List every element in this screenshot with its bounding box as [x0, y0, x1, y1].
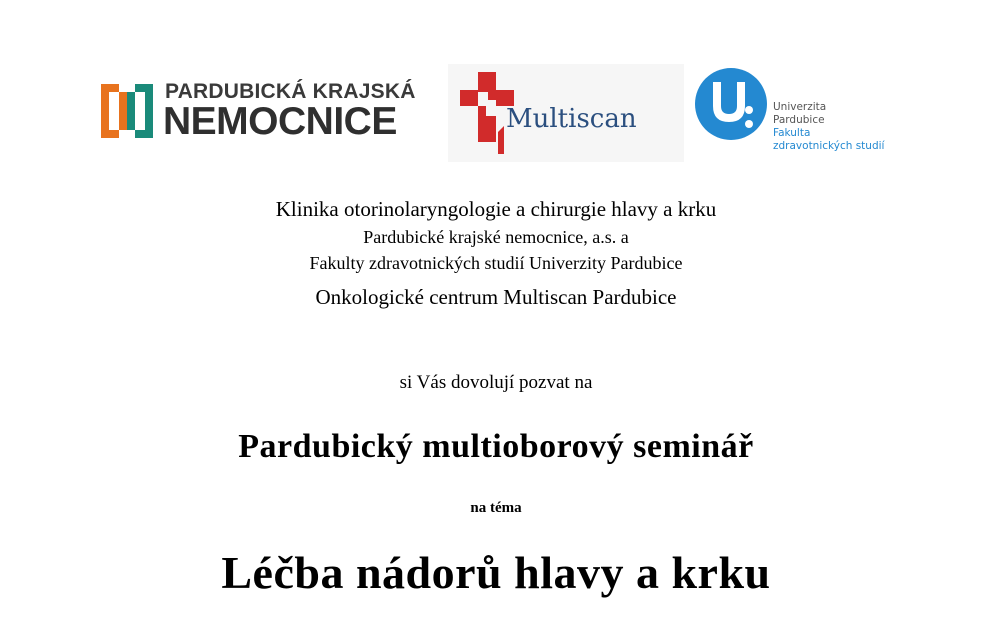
- upce-logo: [693, 66, 913, 162]
- pkn-logo-line1: PARDUBICKÁ KRAJSKÁ: [165, 80, 416, 103]
- topic-intro: na téma: [470, 500, 522, 516]
- organizer-line-1: Klinika otorinolaryngologie a chirurgie hlavy a krku: [275, 197, 717, 221]
- invite-text: si Vás dovolují pozvat na: [399, 372, 593, 393]
- organizer-line-2: Pardubické krajské nemocnice, a.s. a: [363, 227, 629, 247]
- pkn-logo: [97, 80, 442, 142]
- upce-logo-line4: zdravotnických studií: [773, 140, 885, 152]
- event-title: Pardubický multioborový seminář: [238, 428, 754, 465]
- pkn-logo-line2: NEMOCNICE: [163, 100, 397, 143]
- topic-title: Léčba nádorů hlavy a krku: [221, 547, 771, 598]
- upce-u-icon: [693, 66, 769, 142]
- upce-logo-line3: Fakulta: [773, 127, 811, 139]
- logo-bar: [0, 0, 992, 170]
- organizer-line-4: Onkologické centrum Multiscan Pardubice: [315, 285, 677, 309]
- upce-logo-line1: Univerzita: [773, 101, 827, 113]
- multiscan-logo-name: Multiscan: [506, 104, 637, 134]
- multiscan-logo: [448, 64, 684, 162]
- pkn-h-icon: [97, 80, 157, 142]
- upce-logo-line2: Pardubice: [773, 114, 825, 126]
- organizer-line-3: Fakulty zdravotnických studií Univerzity Pardubice: [309, 253, 683, 273]
